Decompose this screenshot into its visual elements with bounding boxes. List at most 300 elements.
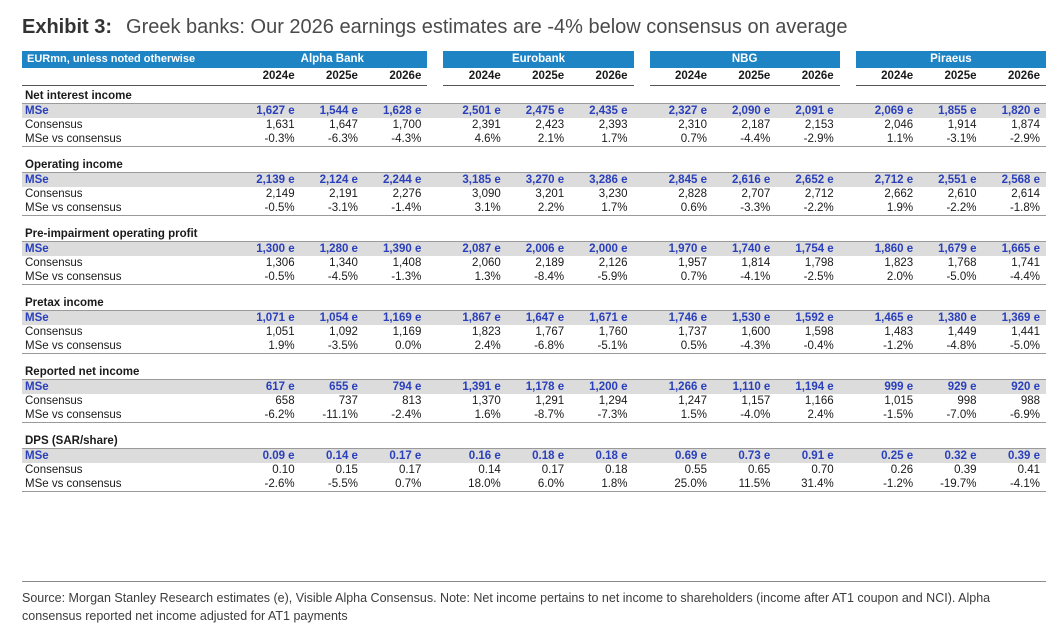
section-header-row (22, 362, 1046, 380)
table-cell: 1,015 (856, 394, 919, 408)
table-cell: 0.26 (856, 463, 919, 477)
table-cell: 1,647 e (507, 311, 570, 326)
bank-header-piraeus: Piraeus (856, 51, 1046, 68)
table-cell: 794 e (364, 380, 427, 395)
table-cell: 1,741 (983, 256, 1047, 270)
table-cell: 1,679 e (919, 242, 982, 257)
table-cell: 25.0% (650, 477, 713, 492)
table-cell: 2,087 e (443, 242, 506, 257)
column-gap (427, 394, 443, 408)
table-cell: -8.4% (507, 270, 570, 285)
section-title: Reported net income (22, 362, 1046, 380)
column-gap (634, 118, 650, 132)
column-gap (427, 132, 443, 147)
table-cell: 1,874 (983, 118, 1047, 132)
table-cell: 0.7% (650, 270, 713, 285)
table-cell: 2,610 (919, 187, 982, 201)
table-cell: 658 (237, 394, 300, 408)
section-title: Net interest income (22, 86, 1046, 104)
table-cell: 1,631 (237, 118, 300, 132)
year-header: 2026e (983, 68, 1047, 86)
table-cell: 0.14 e (301, 449, 364, 464)
table-cell: 737 (301, 394, 364, 408)
table-cell: 998 (919, 394, 982, 408)
table-cell: 3,090 (443, 187, 506, 201)
table-cell: 2,435 e (570, 104, 633, 119)
table-row (22, 394, 1046, 408)
table-cell: 1,592 e (776, 311, 839, 326)
table-row (22, 187, 1046, 201)
column-gap (840, 68, 856, 86)
table-cell: 1,178 e (507, 380, 570, 395)
year-header: 2025e (713, 68, 776, 86)
table-cell: 1.5% (650, 408, 713, 423)
table-cell: -2.2% (919, 201, 982, 216)
table-cell: 1.9% (237, 339, 300, 354)
row-label: MSe (22, 104, 237, 119)
table-cell: 1,449 (919, 325, 982, 339)
table-cell: 655 e (301, 380, 364, 395)
column-gap (634, 68, 650, 86)
table-cell: 1,169 e (364, 311, 427, 326)
table-cell: 3.1% (443, 201, 506, 216)
table-cell: -3.3% (713, 201, 776, 216)
table-cell: 0.25 e (856, 449, 919, 464)
section-spacer (22, 216, 1046, 224)
table-cell: 1,855 e (919, 104, 982, 119)
table-cell: 0.14 (443, 463, 506, 477)
section-header-row (22, 293, 1046, 311)
column-gap (427, 449, 443, 464)
table-cell: 0.5% (650, 339, 713, 354)
table-cell: 4.6% (443, 132, 506, 147)
column-gap (427, 173, 443, 188)
table-cell: -4.4% (983, 270, 1047, 285)
table-cell: -1.8% (983, 201, 1047, 216)
row-label: Consensus (22, 256, 237, 270)
table-cell: 0.55 (650, 463, 713, 477)
table-cell: 1,754 e (776, 242, 839, 257)
table-cell: 2,423 (507, 118, 570, 132)
table-cell: 1,390 e (364, 242, 427, 257)
spacer-cell (22, 423, 1046, 431)
table-cell: 1,380 e (919, 311, 982, 326)
table-cell: 2,652 e (776, 173, 839, 188)
table-cell: -2.4% (364, 408, 427, 423)
bank-header-eurobank: Eurobank (443, 51, 633, 68)
table-cell: 1,628 e (364, 104, 427, 119)
column-gap (840, 201, 856, 216)
spacer-cell (22, 216, 1046, 224)
table-cell: -4.5% (301, 270, 364, 285)
column-gap (634, 339, 650, 354)
table-cell: 1,627 e (237, 104, 300, 119)
table-cell: -1.3% (364, 270, 427, 285)
section-title: Operating income (22, 155, 1046, 173)
table-cell: 1,746 e (650, 311, 713, 326)
table-cell: -2.5% (776, 270, 839, 285)
table-cell: 2,006 e (507, 242, 570, 257)
table-cell: 920 e (983, 380, 1047, 395)
row-label: MSe (22, 173, 237, 188)
source-note: Source: Morgan Stanley Research estimates (e), Visible Alpha Consensus. Note: Net income pertains to net income to shareholders (income after AT1 coupon and NCI). Alpha consensus reported net income adjusted for AT1 payments (22, 581, 1046, 625)
table-cell: 2,189 (507, 256, 570, 270)
table-cell: 1,647 (301, 118, 364, 132)
table-cell: 1,598 (776, 325, 839, 339)
table-cell: 1,391 e (443, 380, 506, 395)
table-cell: -0.3% (237, 132, 300, 147)
table-cell: 2,091 e (776, 104, 839, 119)
column-gap (840, 104, 856, 119)
table-cell: 0.39 (919, 463, 982, 477)
table-cell: -1.4% (364, 201, 427, 216)
table-cell: 2,614 (983, 187, 1047, 201)
table-cell: 0.69 e (650, 449, 713, 464)
table-cell: 1,760 (570, 325, 633, 339)
column-gap (427, 51, 443, 68)
table-cell: 999 e (856, 380, 919, 395)
table-cell: 1.7% (570, 132, 633, 147)
section-header-row (22, 431, 1046, 449)
column-gap (840, 187, 856, 201)
row-label: MSe vs consensus (22, 408, 237, 423)
table-row (22, 463, 1046, 477)
row-label: MSe (22, 311, 237, 326)
section-title: DPS (SAR/share) (22, 431, 1046, 449)
column-gap (427, 339, 443, 354)
table-cell: 0.32 e (919, 449, 982, 464)
table-cell: -19.7% (919, 477, 982, 492)
table-cell: 1,291 (507, 394, 570, 408)
table-cell: 0.18 e (507, 449, 570, 464)
exhibit-label: Exhibit 3: (22, 16, 113, 38)
table-cell: 11.5% (713, 477, 776, 492)
table-cell: 2,712 (776, 187, 839, 201)
row-label: MSe (22, 242, 237, 257)
column-gap (840, 173, 856, 188)
table-cell: -4.0% (713, 408, 776, 423)
row-label: MSe vs consensus (22, 132, 237, 147)
table-cell: 2,501 e (443, 104, 506, 119)
table-cell: 2,124 e (301, 173, 364, 188)
year-header: 2025e (919, 68, 982, 86)
table-cell: 1,665 e (983, 242, 1047, 257)
table-cell: 813 (364, 394, 427, 408)
table-cell: 1,051 (237, 325, 300, 339)
column-gap (840, 325, 856, 339)
table-cell: 0.7% (650, 132, 713, 147)
table-cell: -4.1% (983, 477, 1047, 492)
section-spacer (22, 285, 1046, 293)
year-header: 2024e (856, 68, 919, 86)
estimates-table (22, 51, 1046, 492)
column-gap (634, 256, 650, 270)
table-cell: -6.3% (301, 132, 364, 147)
table-cell: 2,662 (856, 187, 919, 201)
year-header: 2026e (364, 68, 427, 86)
table-cell: 1,814 (713, 256, 776, 270)
table-cell: 1,823 (443, 325, 506, 339)
table-cell: 1,200 e (570, 380, 633, 395)
table-cell: -4.3% (713, 339, 776, 354)
row-label: Consensus (22, 463, 237, 477)
table-cell: 3,185 e (443, 173, 506, 188)
table-row (22, 104, 1046, 119)
table-body (22, 86, 1046, 492)
table-cell: 0.6% (650, 201, 713, 216)
table-cell: -0.5% (237, 270, 300, 285)
table-cell: -1.2% (856, 339, 919, 354)
table-cell: 988 (983, 394, 1047, 408)
table-cell: 2,475 e (507, 104, 570, 119)
table-cell: -1.2% (856, 477, 919, 492)
table-cell: 1,071 e (237, 311, 300, 326)
column-gap (840, 132, 856, 147)
table-cell: 1,465 e (856, 311, 919, 326)
table-cell: 0.39 e (983, 449, 1047, 464)
column-gap (427, 68, 443, 86)
column-gap (634, 242, 650, 257)
table-cell: -4.1% (713, 270, 776, 285)
table-cell: 2,046 (856, 118, 919, 132)
table-cell: 1,483 (856, 325, 919, 339)
row-label: Consensus (22, 118, 237, 132)
column-gap (840, 270, 856, 285)
table-cell: 1,798 (776, 256, 839, 270)
table-cell: 3,201 (507, 187, 570, 201)
table-cell: 1,700 (364, 118, 427, 132)
spacer-cell (22, 147, 1046, 155)
column-gap (427, 477, 443, 492)
table-cell: 617 e (237, 380, 300, 395)
column-gap (427, 242, 443, 257)
table-cell: 0.17 (364, 463, 427, 477)
column-gap (840, 449, 856, 464)
year-header: 2025e (507, 68, 570, 86)
year-header: 2026e (776, 68, 839, 86)
table-cell: 2,393 (570, 118, 633, 132)
table-cell: 1.7% (570, 201, 633, 216)
table-cell: -3.5% (301, 339, 364, 354)
spacer-cell (22, 354, 1046, 362)
table-cell: 3,230 (570, 187, 633, 201)
table-cell: 1.8% (570, 477, 633, 492)
table-cell: 2,090 e (713, 104, 776, 119)
table-cell: 1,600 (713, 325, 776, 339)
column-gap (840, 118, 856, 132)
column-gap (427, 256, 443, 270)
table-cell: 2,616 e (713, 173, 776, 188)
table-cell: 1.1% (856, 132, 919, 147)
section-title: Pretax income (22, 293, 1046, 311)
column-gap (634, 104, 650, 119)
table-cell: -5.0% (983, 339, 1047, 354)
section-spacer (22, 147, 1046, 155)
column-gap (427, 408, 443, 423)
table-cell: 2,845 e (650, 173, 713, 188)
column-gap (427, 118, 443, 132)
table-row (22, 408, 1046, 423)
spacer-cell (22, 285, 1046, 293)
table-cell: 2.4% (776, 408, 839, 423)
column-gap (427, 311, 443, 326)
table-cell: 1,092 (301, 325, 364, 339)
table-row (22, 173, 1046, 188)
table-row (22, 311, 1046, 326)
column-gap (427, 201, 443, 216)
table-cell: -1.5% (856, 408, 919, 423)
column-gap (634, 187, 650, 201)
table-cell: 2,276 (364, 187, 427, 201)
column-gap (634, 51, 650, 68)
table-cell: -2.2% (776, 201, 839, 216)
table-cell: 2,327 e (650, 104, 713, 119)
table-cell: 0.18 e (570, 449, 633, 464)
unit-header: EURmn, unless noted otherwise (22, 51, 237, 68)
table-cell: 929 e (919, 380, 982, 395)
column-gap (634, 463, 650, 477)
column-gap (427, 325, 443, 339)
column-gap (427, 270, 443, 285)
table-cell: 1,054 e (301, 311, 364, 326)
column-gap (840, 311, 856, 326)
table-cell: 2,828 (650, 187, 713, 201)
table-cell: 2,191 (301, 187, 364, 201)
table-cell: 2,126 (570, 256, 633, 270)
column-gap (840, 51, 856, 68)
section-title: Pre-impairment operating profit (22, 224, 1046, 242)
bank-header-nbg: NBG (650, 51, 840, 68)
table-cell: -5.0% (919, 270, 982, 285)
table-cell: 0.17 (507, 463, 570, 477)
table-cell: 2,244 e (364, 173, 427, 188)
table-cell: 1,767 (507, 325, 570, 339)
table-cell: -0.5% (237, 201, 300, 216)
table-cell: 1,166 (776, 394, 839, 408)
table-row (22, 242, 1046, 257)
row-label: MSe vs consensus (22, 270, 237, 285)
table-cell: 1,823 (856, 256, 919, 270)
table-cell: 2.1% (507, 132, 570, 147)
table-cell: 1.6% (443, 408, 506, 423)
table-cell: 0.18 (570, 463, 633, 477)
table-cell: 1,408 (364, 256, 427, 270)
row-label: MSe vs consensus (22, 477, 237, 492)
table-row (22, 380, 1046, 395)
table-cell: 2,551 e (919, 173, 982, 188)
table-cell: 0.0% (364, 339, 427, 354)
table-cell: 2.4% (443, 339, 506, 354)
table-cell: 1,530 e (713, 311, 776, 326)
year-header: 2024e (237, 68, 300, 86)
column-gap (634, 325, 650, 339)
table-cell: 0.15 (301, 463, 364, 477)
table-cell: -4.8% (919, 339, 982, 354)
table-cell: 18.0% (443, 477, 506, 492)
section-header-row (22, 224, 1046, 242)
column-gap (634, 173, 650, 188)
bank-header-alpha: Alpha Bank (237, 51, 427, 68)
table-cell: 2,060 (443, 256, 506, 270)
year-header: 2026e (570, 68, 633, 86)
column-gap (840, 477, 856, 492)
table-cell: -7.0% (919, 408, 982, 423)
column-gap (840, 256, 856, 270)
section-header-row (22, 86, 1046, 104)
column-gap (634, 408, 650, 423)
table-cell: 0.7% (364, 477, 427, 492)
bank-header-row (22, 51, 1046, 68)
column-gap (427, 463, 443, 477)
column-gap (634, 132, 650, 147)
table-cell: 1,914 (919, 118, 982, 132)
table-cell: 0.70 (776, 463, 839, 477)
table-cell: 1,740 e (713, 242, 776, 257)
table-cell: 3,286 e (570, 173, 633, 188)
table-cell: -5.5% (301, 477, 364, 492)
table-row (22, 201, 1046, 216)
table-cell: 1,370 (443, 394, 506, 408)
table-cell: 1,306 (237, 256, 300, 270)
column-gap (634, 270, 650, 285)
table-row (22, 477, 1046, 492)
exhibit-header (22, 14, 1046, 41)
table-row (22, 270, 1046, 285)
table-row (22, 118, 1046, 132)
table-cell: 1,294 (570, 394, 633, 408)
table-cell: -8.7% (507, 408, 570, 423)
table-cell: 6.0% (507, 477, 570, 492)
column-gap (634, 311, 650, 326)
table-cell: 0.73 e (713, 449, 776, 464)
table-cell: 2,000 e (570, 242, 633, 257)
table-cell: 1,737 (650, 325, 713, 339)
column-gap (634, 201, 650, 216)
table-cell: 2.2% (507, 201, 570, 216)
table-cell: 2,187 (713, 118, 776, 132)
column-gap (840, 408, 856, 423)
row-label: MSe vs consensus (22, 201, 237, 216)
table-cell: 1,300 e (237, 242, 300, 257)
table-cell: 1.3% (443, 270, 506, 285)
section-spacer (22, 423, 1046, 431)
table-cell: 1,820 e (983, 104, 1047, 119)
year-header: 2024e (443, 68, 506, 86)
table-row (22, 325, 1046, 339)
table-cell: -3.1% (301, 201, 364, 216)
table-cell: 1,369 e (983, 311, 1047, 326)
table-cell: 1,247 (650, 394, 713, 408)
column-gap (634, 380, 650, 395)
table-cell: 2.0% (856, 270, 919, 285)
table-cell: 1,671 e (570, 311, 633, 326)
table-cell: -4.4% (713, 132, 776, 147)
row-label: MSe (22, 449, 237, 464)
row-label: MSe vs consensus (22, 339, 237, 354)
table-cell: 1,768 (919, 256, 982, 270)
column-gap (840, 380, 856, 395)
column-gap (840, 463, 856, 477)
column-gap (634, 449, 650, 464)
table-cell: -7.3% (570, 408, 633, 423)
table-cell: 2,310 (650, 118, 713, 132)
table-cell: 2,153 (776, 118, 839, 132)
table-cell: -3.1% (919, 132, 982, 147)
page-title: Greek banks: Our 2026 earnings estimates are -4% below consensus on average (126, 16, 848, 38)
table-cell: 1,860 e (856, 242, 919, 257)
table-cell: 1,340 (301, 256, 364, 270)
table-cell: 2,149 (237, 187, 300, 201)
